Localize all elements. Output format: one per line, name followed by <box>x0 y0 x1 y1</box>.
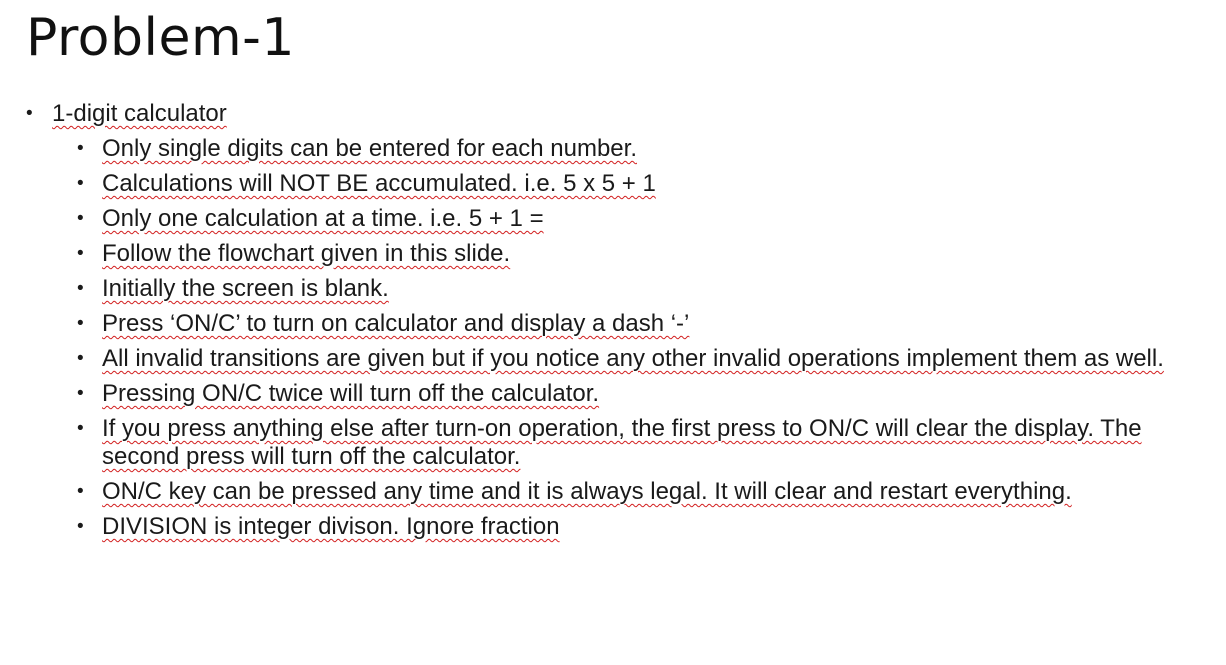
bullet-dot-icon: • <box>77 516 84 537</box>
bullet-text: Follow the flowchart given in this slide. <box>102 240 511 267</box>
bullet-list <box>24 100 1204 548</box>
bullet-text: ON/C key can be pressed any time and it is always legal. It will clear and restart everything. <box>102 478 1072 505</box>
bullet-item <box>24 100 1204 128</box>
bullet-dot-icon: • <box>77 138 84 159</box>
bullet-dot-icon: • <box>77 173 84 194</box>
bullet-dot-icon: • <box>77 481 84 502</box>
bullet-text: 1-digit calculator <box>52 100 227 127</box>
sub-bullet-item <box>24 170 1204 198</box>
sub-bullet-item <box>24 310 1204 338</box>
sub-bullet-item <box>24 205 1204 233</box>
sub-bullet-item <box>24 415 1204 471</box>
bullet-dot-icon: • <box>26 103 33 124</box>
bullet-dot-icon: • <box>77 418 84 439</box>
bullet-dot-icon: • <box>77 348 84 369</box>
bullet-text: Only single digits can be entered for each number. <box>102 135 637 162</box>
bullet-text: Calculations will NOT BE accumulated. i.e. 5 x 5 + 1 <box>102 170 656 197</box>
bullet-text: Press ‘ON/C’ to turn on calculator and display a dash ‘-’ <box>102 310 690 337</box>
bullet-text: DIVISION is integer divison. Ignore fraction <box>102 513 560 540</box>
bullet-text: All invalid transitions are given but if you notice any other invalid operations implement them as well. <box>102 345 1164 372</box>
slide-title: Problem-1 <box>26 8 295 68</box>
bullet-dot-icon: • <box>77 208 84 229</box>
sub-bullet-item <box>24 275 1204 303</box>
sub-bullet-item <box>24 478 1204 506</box>
sub-bullet-item <box>24 135 1204 163</box>
sub-bullet-item <box>24 345 1204 373</box>
bullet-text: Pressing ON/C twice will turn off the calculator. <box>102 380 600 407</box>
bullet-dot-icon: • <box>77 243 84 264</box>
bullet-dot-icon: • <box>77 383 84 404</box>
bullet-dot-icon: • <box>77 313 84 334</box>
sub-bullet-item <box>24 380 1204 408</box>
bullet-text: If you press anything else after turn-on operation, the first press to ON/C will clear the display. The second press will turn off the calculator. <box>102 415 1142 470</box>
sub-bullet-item <box>24 240 1204 268</box>
sub-bullet-item <box>24 513 1204 541</box>
bullet-dot-icon: • <box>77 278 84 299</box>
bullet-text: Initially the screen is blank. <box>102 275 389 302</box>
bullet-text: Only one calculation at a time. i.e. 5 + 1 = <box>102 205 544 232</box>
